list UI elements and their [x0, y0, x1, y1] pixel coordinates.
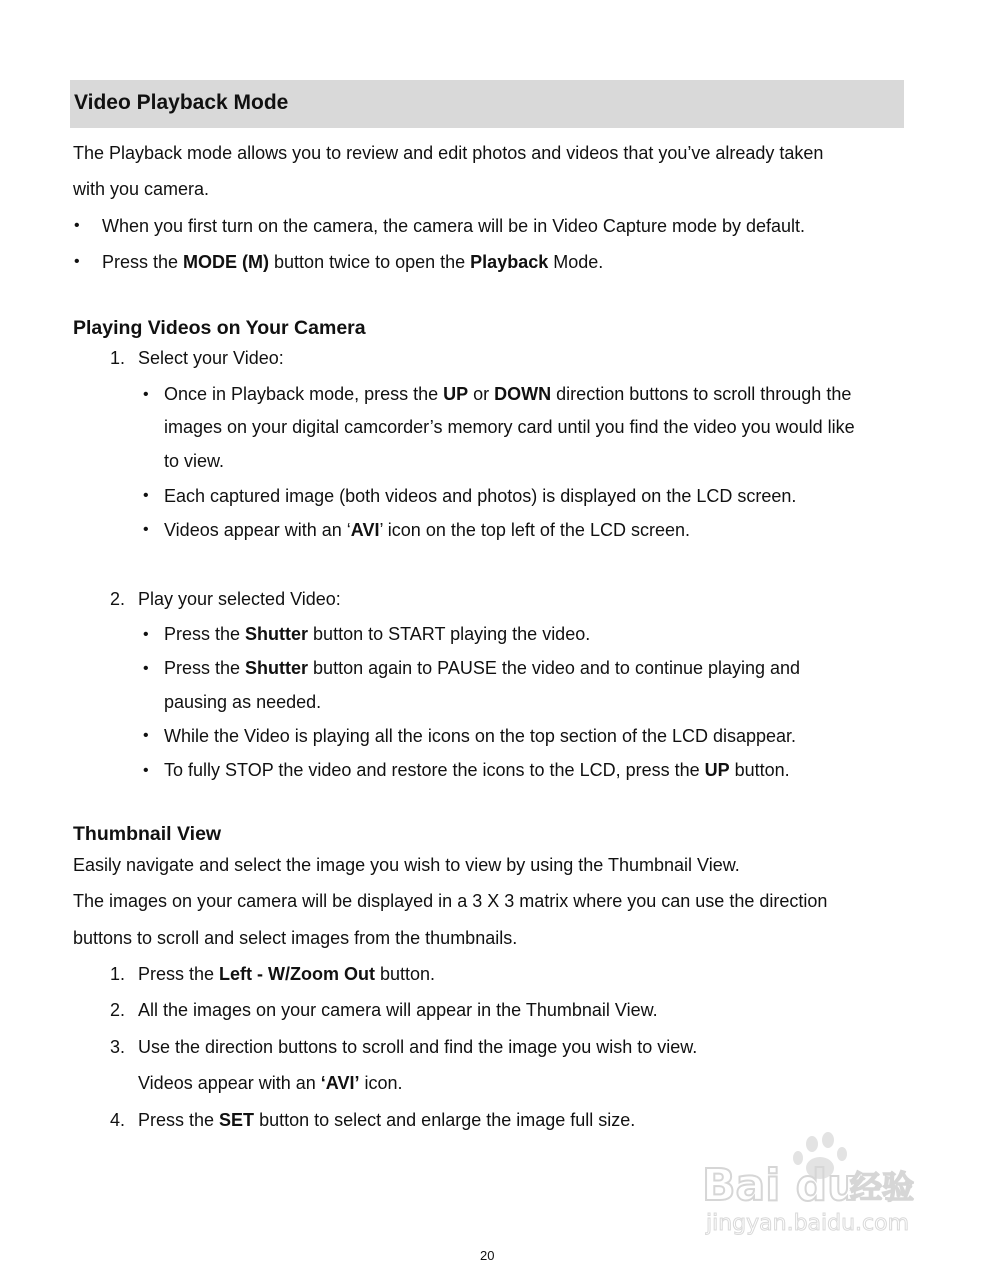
step-number: 2. — [110, 1000, 126, 1020]
bullet-dot: • — [74, 253, 80, 270]
thumbnail-step-4: Press the SET button to select and enlarge the image full size. — [138, 1110, 636, 1130]
thumbnail-step-2: All the images on your camera will appear in the Thumbnail View. — [138, 1000, 658, 1020]
bullet-dot: • — [143, 660, 149, 677]
step-number: 2. — [110, 589, 126, 609]
thumbnail-step-3: Use the direction buttons to scroll and find the image you wish to view. — [138, 1037, 698, 1057]
intro-line-1: The Playback mode allows you to review and edit photos and videos that you’ve already taken — [73, 143, 824, 163]
bullet-dot: • — [143, 487, 149, 504]
step-2-bullet-4: To fully STOP the video and restore the icons to the LCD, press the UP button. — [164, 760, 790, 780]
watermark-url: jingyan.baidu.com — [706, 1211, 910, 1236]
intro-bullet-2: Press the MODE (M) button twice to open the Playback Mode. — [102, 252, 604, 272]
bullet-dot: • — [143, 727, 149, 744]
thumbnail-view-heading: Thumbnail View — [73, 823, 222, 845]
step-1-bullet-3: Videos appear with an ‘AVI’ icon on the top left of the LCD screen. — [164, 520, 690, 540]
playing-videos-heading: Playing Videos on Your Camera — [73, 317, 366, 339]
bullet-dot: • — [143, 626, 149, 643]
step-2-bullet-2-line-1: Press the Shutter button again to PAUSE the video and to continue playing and — [164, 658, 801, 678]
intro-line-2: with you camera. — [73, 179, 210, 199]
bullet-dot: • — [143, 762, 149, 779]
step-2-label: Play your selected Video: — [138, 589, 341, 609]
intro-bullet-1: When you first turn on the camera, the camera will be in Video Capture mode by default. — [102, 216, 806, 236]
watermark-brand: Bai du — [702, 1160, 859, 1211]
thumbnail-step-1: Press the Left - W/Zoom Out button. — [138, 964, 436, 984]
step-1-bullet-1-line-2: images on your digital camcorder’s memory card until you find the video you would like — [164, 417, 855, 437]
page-number: 20 — [480, 1248, 495, 1263]
thumbnail-para-1: Easily navigate and select the image you wish to view by using the Thumbnail View. — [73, 855, 740, 875]
thumbnail-para-2-line-1: The images on your camera will be displayed in a 3 X 3 matrix where you can use the direction — [73, 891, 828, 911]
thumbnail-para-2-line-2: buttons to scroll and select images from the thumbnails. — [73, 928, 518, 948]
section-header-bar — [70, 80, 904, 128]
baidu-jingyan-watermark — [700, 1128, 940, 1238]
bullet-dot: • — [143, 386, 149, 403]
step-1-label: Select your Video: — [138, 348, 284, 368]
step-1-bullet-1-line-1: Once in Playback mode, press the UP or DOWN direction buttons to scroll through the — [164, 384, 852, 404]
step-1-bullet-1-line-3: to view. — [164, 451, 225, 471]
step-2-bullet-2-line-2: pausing as needed. — [164, 692, 322, 712]
step-number: 4. — [110, 1110, 126, 1130]
step-number: 3. — [110, 1037, 126, 1057]
step-2-bullet-1: Press the Shutter button to START playing the video. — [164, 624, 591, 644]
bullet-dot: • — [143, 521, 149, 538]
thumbnail-step-3-note: Videos appear with an ‘AVI’ icon. — [138, 1073, 403, 1093]
section-title: Video Playback Mode — [74, 91, 289, 114]
step-2-bullet-3: While the Video is playing all the icons on the top section of the LCD disappear. — [164, 726, 797, 746]
bullet-dot: • — [74, 217, 80, 234]
step-number: 1. — [110, 348, 126, 368]
step-1-bullet-2: Each captured image (both videos and photos) is displayed on the LCD screen. — [164, 486, 797, 506]
step-number: 1. — [110, 964, 126, 984]
watermark-cn: 经验 — [850, 1168, 915, 1206]
